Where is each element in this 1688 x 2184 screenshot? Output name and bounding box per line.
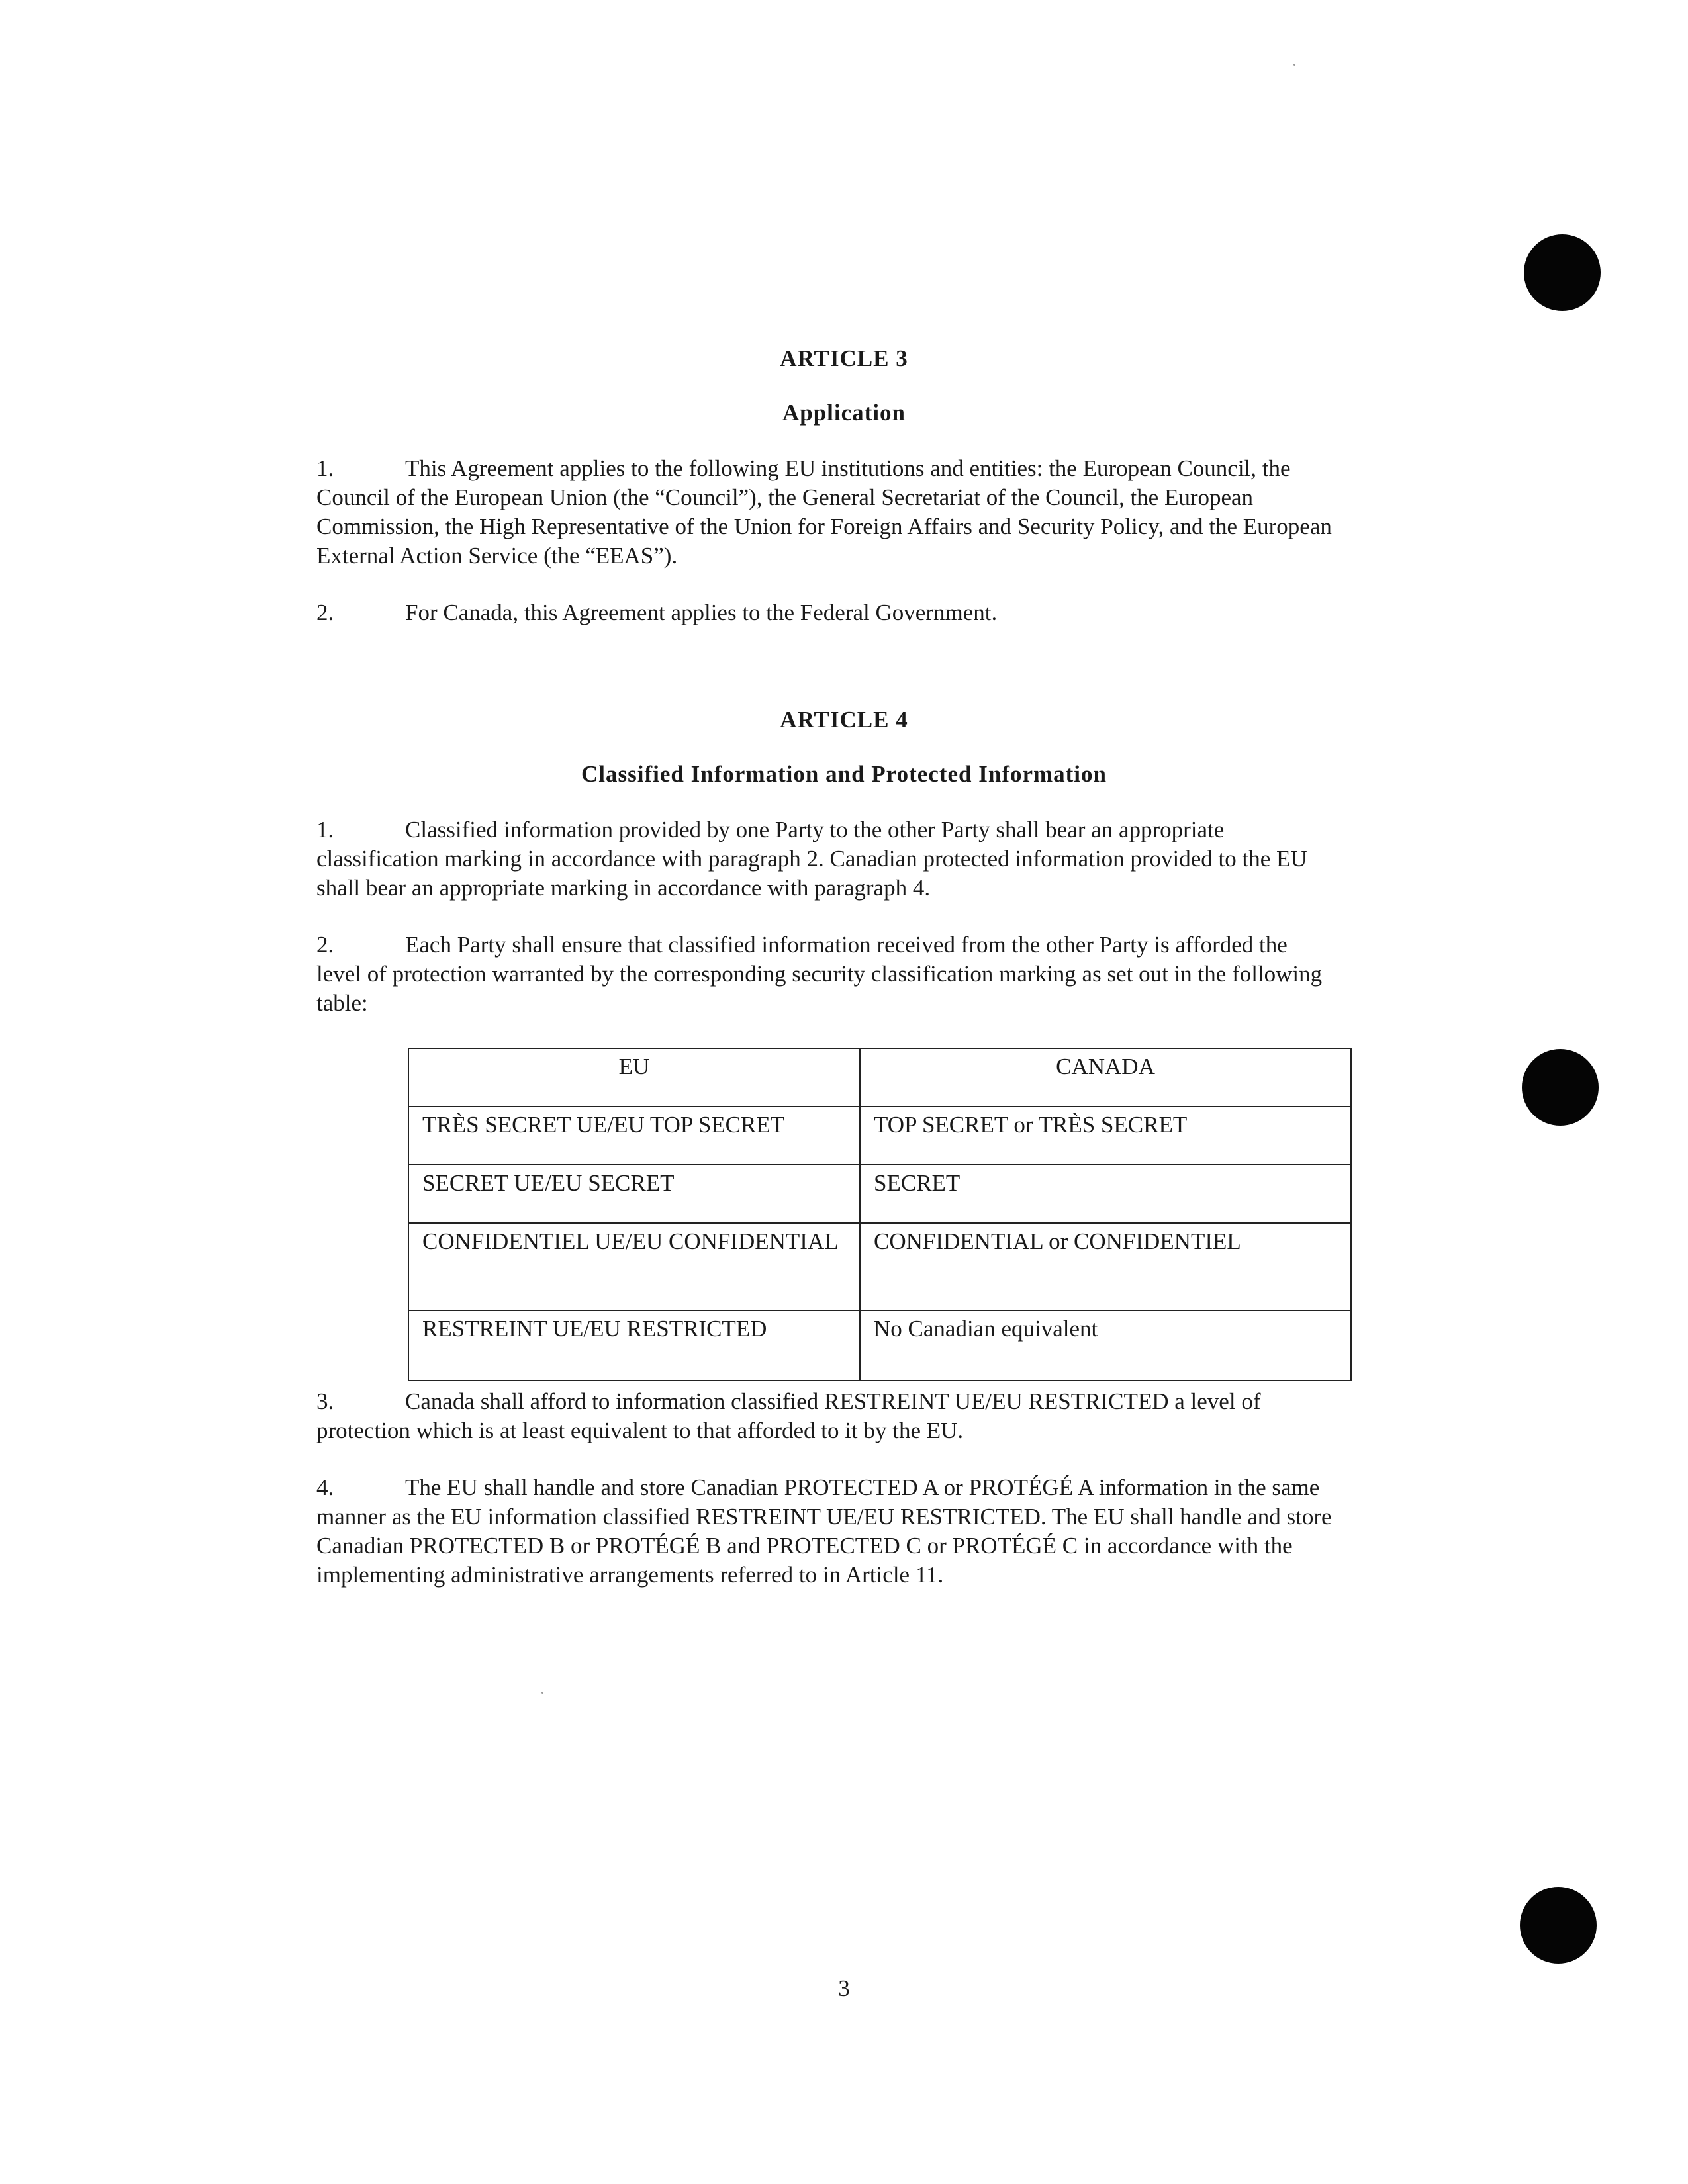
table-cell-canada: No Canadian equivalent (860, 1310, 1351, 1381)
paragraph-text: Canada shall afford to information classified RESTREINT UE/EU RESTRICTED a level of protection which is at least equivalent to that afforded to it by the EU. (316, 1388, 1261, 1443)
paragraph-text: This Agreement applies to the following EU institutions and entities: the European Council, the Council of the European Union (the “Council”), the General Secretariat of the Council, the European Commission, the High Representative of the Union for Foreign Affairs and Security Policy, and the European External Action Service (the “EEAS”). (316, 455, 1332, 569)
punch-hole-middle (1522, 1049, 1599, 1126)
table-cell-eu: SECRET UE/EU SECRET (408, 1165, 860, 1223)
table-row (408, 1223, 1351, 1310)
page-number: 3 (838, 1976, 850, 2001)
article-4-paragraph-3 (316, 1387, 1336, 1445)
table-row (408, 1310, 1351, 1381)
scan-speck (1293, 64, 1295, 66)
table-cell-eu: RESTREINT UE/EU RESTRICTED (408, 1310, 860, 1381)
article-3-heading: ARTICLE 3 (780, 345, 908, 371)
article-3-paragraph-1 (316, 454, 1336, 570)
article-3-paragraph-2 (316, 598, 1336, 627)
paragraph-number: 3. (316, 1388, 334, 1414)
table-header-canada: CANADA (860, 1048, 1351, 1107)
paragraph-number: 1. (316, 455, 334, 481)
table-cell-eu: CONFIDENTIEL UE/EU CONFIDENTIAL (408, 1223, 860, 1310)
paragraph-number: 4. (316, 1475, 334, 1500)
paragraph-number: 1. (316, 817, 334, 842)
punch-hole-top (1524, 234, 1601, 311)
article-4-paragraph-4 (316, 1473, 1336, 1590)
paragraph-text: Classified information provided by one Party to the other Party shall bear an appropriate classification marking in accordance with paragraph 2. Canadian protected information provided to the EU shall bear an appropriate marking in accordance with paragraph 4. (316, 817, 1307, 901)
article-3-title: Application (782, 400, 906, 426)
paragraph-text: For Canada, this Agreement applies to the Federal Government. (405, 600, 998, 625)
table-cell-eu: TRÈS SECRET UE/EU TOP SECRET (408, 1107, 860, 1165)
article-4-heading: ARTICLE 4 (780, 707, 908, 733)
paragraph-number: 2. (316, 600, 334, 625)
article-4-title: Classified Information and Protected Information (581, 761, 1107, 787)
table-cell-canada: CONFIDENTIAL or CONFIDENTIEL (860, 1223, 1351, 1310)
classification-equivalence-table (408, 1048, 1352, 1381)
article-4-paragraph-2 (316, 931, 1336, 1018)
table-cell-canada: TOP SECRET or TRÈS SECRET (860, 1107, 1351, 1165)
paragraph-text: Each Party shall ensure that classified information received from the other Party is afforded the level of protection warranted by the corresponding security classification marking as set out in the following table: (316, 932, 1323, 1016)
table-header-eu: EU (408, 1048, 860, 1107)
table-cell-canada: SECRET (860, 1165, 1351, 1223)
punch-hole-bottom (1520, 1887, 1597, 1964)
paragraph-number: 2. (316, 932, 334, 958)
table-row (408, 1107, 1351, 1165)
table-row (408, 1165, 1351, 1223)
table-header-row (408, 1048, 1351, 1107)
article-4-paragraph-1 (316, 815, 1336, 903)
scan-speck (541, 1692, 543, 1694)
paragraph-text: The EU shall handle and store Canadian PROTECTED A or PROTÉGÉ A information in the same manner as the EU information classified RESTREINT UE/EU RESTRICTED. The EU shall handle and store Canadian PROTECTED B or PROTÉGÉ B and PROTECTED C or PROTÉGÉ C in accordance with the implementing administrative arrangements referred to in Article 11. (316, 1475, 1332, 1588)
